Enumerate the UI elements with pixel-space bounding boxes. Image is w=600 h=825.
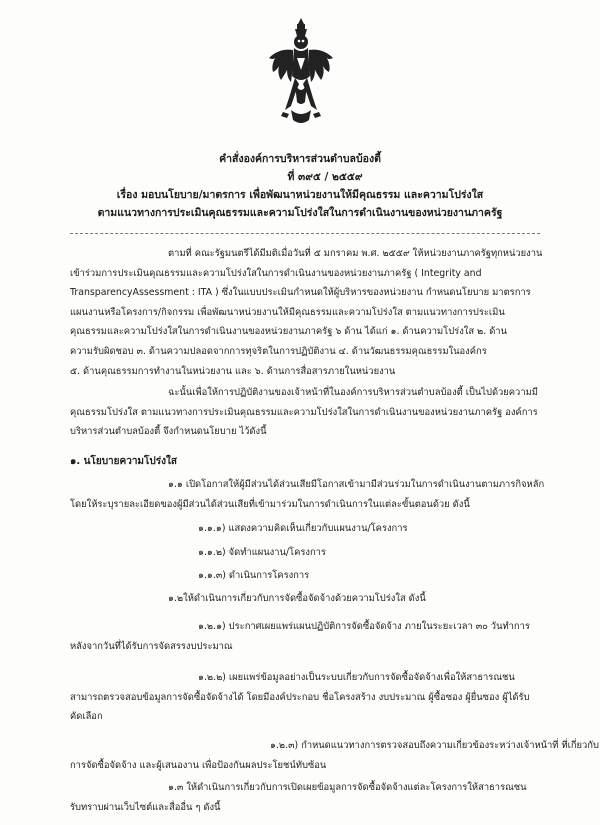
paragraph-1-line: คุณธรรมและความโปร่งใสในการดำเนินงานของหน่วยงานภาครัฐ ๖ ด้าน ได้แก่ ๑. ด้านความโปร่งใส ๒. ด้าน <box>70 326 507 338</box>
paragraph-2-line: คุณธรรมโปร่งใส ตามแนวทางการประเมินคุณธรรมและความโปร่งใสในการดำเนินงานของหน่วยงานภาครัฐ องค์การ <box>70 406 538 418</box>
sub-item-1-2-3 <box>70 736 599 775</box>
item-1-3 <box>70 778 544 817</box>
paragraph-1-line: TransparencyAssessment : ITA ) ซึ่งในแบบประเมินกำหนดให้ผู้บริหารของหน่วยงาน กำหนดนโยบาย มาตรการ <box>70 287 531 299</box>
paragraph-1-line: เข้าร่วมการประเมินคุณธรรมและความโปร่งใสในการดำเนินงานของหน่วยงานภาครัฐ ( Integrity and <box>70 267 482 279</box>
sub-item-1-2-3-line: การจัดซื้อจัดจ้าง และผู้เสนองาน เพื่อป้องกันผลประโยชน์ทับซ้อน <box>70 759 327 771</box>
paragraph-2-line: บริหารส่วนตำบลบ้องตี้ จึงกำหนดนโยบาย ไว้ดังนี้ <box>70 426 267 438</box>
garuda-emblem-icon <box>265 14 337 132</box>
item-1-2-line: ๑.๒ให้ดำเนินการเกี่ยวกับการจัดซื้อจัดจ้างด้วยความโปร่งใส ดังนี้ <box>168 593 426 604</box>
sub-item-1-1-2: ๑.๑.๒) จัดทำแผนงาน/โครงการ <box>198 546 326 558</box>
paragraph-1 <box>70 244 544 381</box>
header-divider <box>70 233 540 234</box>
paragraph-2-line: ฉะนั้นเพื่อให้การปฏิบัติงานของเจ้าหน้าที่ในองค์การบริหารส่วนตำบลบ้องตี้ เป็นไปด้วยความมี <box>168 387 538 398</box>
sub-item-1-1-1: ๑.๑.๑) แสดงความคิดเห็นเกี่ยวกับแผนงาน/โครงการ <box>198 523 408 534</box>
item-1-3-line: ๑.๓ ให้ดำเนินการเกี่ยวกับการเปิดเผยข้อมูลการจัดซื้อจัดจ้างแต่ละโครงการให้สาธารณชน <box>168 782 527 793</box>
paragraph-1-line: ๕. ด้านคุณธรรมการทำงานในหน่วยงาน และ ๖. ด้านการสื่อสารภายในหน่วยงาน <box>70 365 396 377</box>
sub-item-1-2-2-line: สามารถตรวจสอบข้อมูลการจัดซื้อจัดจ้างได้ โดยมีองค์ประกอบ ชื่อโครงสร้าง งบประมาณ ผู้ซื้อซอง ผู้ยื่นซอง ผู้ได้รับ <box>70 691 530 703</box>
item-1-2 <box>70 589 544 609</box>
order-number: ที่ ๓๙๕ / ๒๕๕๙ <box>287 171 363 183</box>
sub-item-1-2-2 <box>70 668 544 727</box>
section-1-heading: ๑. นโยบายความโปร่งใส <box>70 456 177 467</box>
sub-item-1-1-3: ๑.๑.๓) ดำเนินการโครงการ <box>198 570 310 582</box>
paragraph-2 <box>70 383 544 442</box>
item-1-1-line: โดยให้ระบุรายละเอียดของผู้มีส่วนได้ส่วนเสียที่เข้ามาร่วมในการดำเนินการในแต่ละขั้นตอนด้วย ดังนี้ <box>70 498 470 510</box>
paragraph-1-line: ตามที่ คณะรัฐมนตรีได้มีมติเมื่อวันที่ ๕ มกราคม พ.ศ. ๒๕๕๙ ให้หน่วยงานภาครัฐทุกหน่วยงาน <box>168 248 543 259</box>
paragraph-1-line: ความรับผิดชอบ ๓. ด้านความปลอดจากการทุจริตในการปฏิบัติงาน ๔. ด้านวัฒนธรรมคุณธรรมในองค์กร <box>70 345 487 357</box>
sub-item-1-2-1-line: หลังจากวันที่ได้รับการจัดสรรงบประมาณ <box>70 640 233 652</box>
sub-items-1-1 <box>70 519 544 586</box>
order-title: คำสั่งองค์การบริหารส่วนตำบลบ้องตี้ <box>219 153 381 165</box>
paragraph-1-line: แผนงานหรือโครงการ/กิจกรรม เพื่อพัฒนาหน่วยงานให้มีคุณธรรมและความโปร่งใส ตามแนวทางการประเมิน <box>70 306 505 318</box>
sub-item-1-2-3-line: ๑.๒.๓) กำหนดแนวทางการตรวจสอบถึงความเกี่ยวข้องระหว่างเจ้าหน้าที่ ที่เกี่ยวกับ <box>270 740 599 751</box>
sub-item-1-2-1-line: ๑.๒.๑) ประกาศเผยแพร่แผนปฏิบัติการจัดซื้อจัดจ้าง ภายในระยะเวลา ๓๐ วันทำการ <box>198 621 530 632</box>
sub-item-1-2-1 <box>70 617 544 656</box>
item-1-3-line: รับทราบผ่านเว็บไซต์และสื่ออื่น ๆ ดังนี้ <box>70 801 221 813</box>
sub-item-1-2-2-line: คัดเลือก <box>70 711 103 723</box>
item-1-1 <box>70 475 544 514</box>
subject-line-1: เรื่อง มอบนโยบาย/มาตรการ เพื่อพัฒนาหน่วยงานให้มีคุณธรรม และความโปร่งใส <box>116 189 484 201</box>
item-1-1-line: ๑.๑ เปิดโอกาสให้ผู้มีส่วนได้ส่วนเสียมีโอกาสเข้ามามีส่วนร่วมในการดำเนินงานตามภารกิจหลัก <box>168 479 545 490</box>
sub-item-1-2-2-line: ๑.๒.๒) เผยแพร่ข้อมูลอย่างเป็นระบบเกี่ยวกับการจัดซื้อจัดจ้างเพื่อให้สาธารณชน <box>198 672 515 683</box>
subject-line-2: ตามแนวทางการประเมินคุณธรรมและความโปร่งใสในการดำเนินงานของหน่วยงานภาครัฐ <box>97 207 503 219</box>
